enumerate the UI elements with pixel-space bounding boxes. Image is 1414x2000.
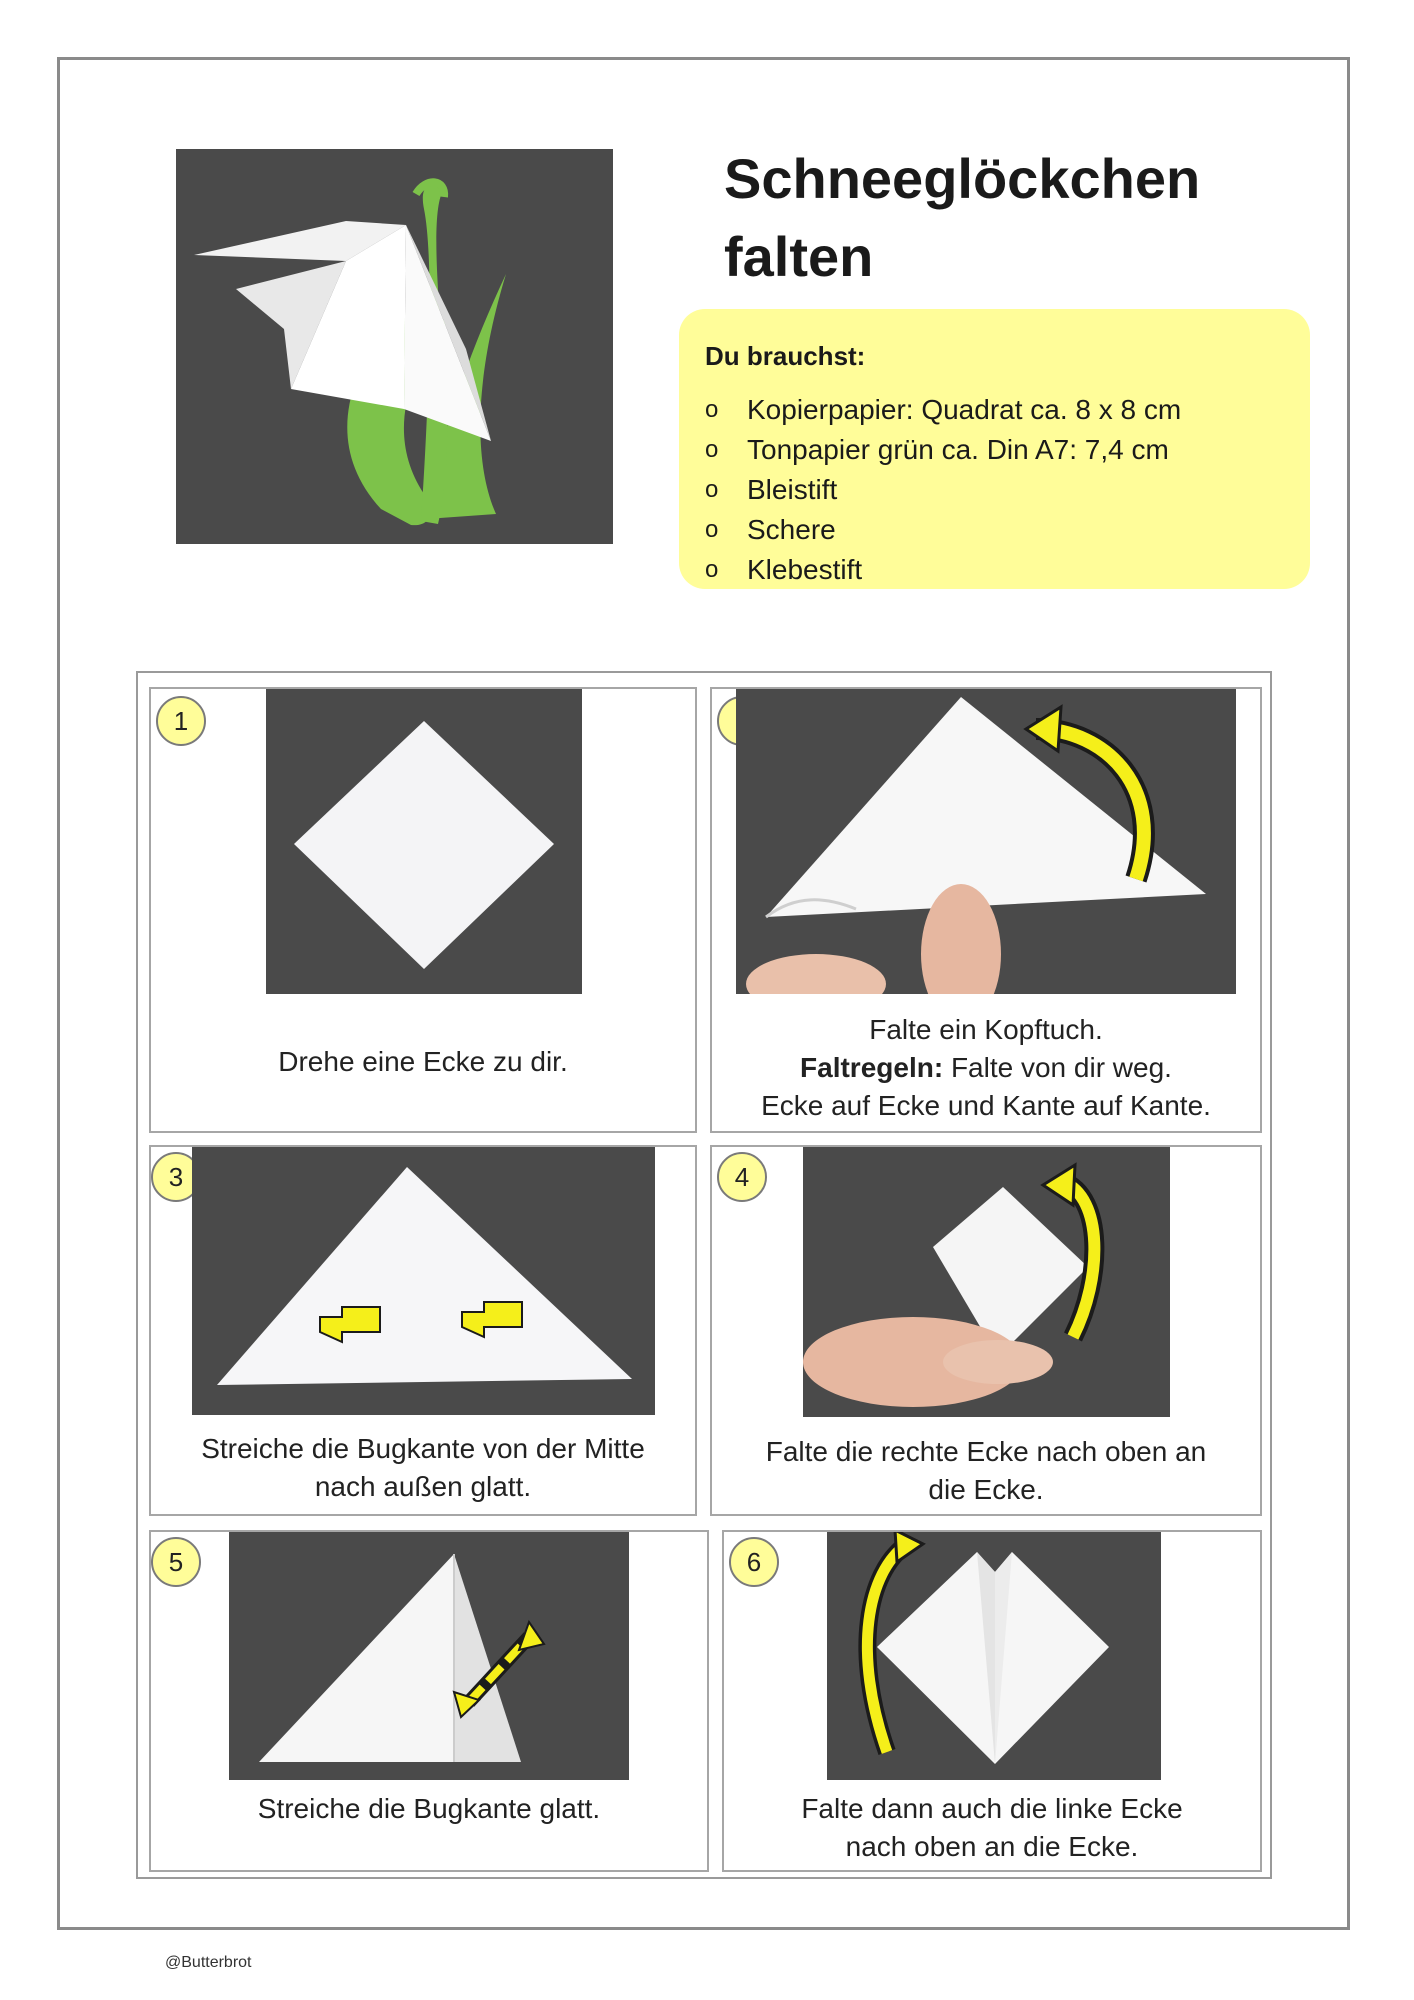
step-4-photo <box>803 1147 1170 1417</box>
materials-item-label: Schere <box>747 514 836 545</box>
step-4-caption-line-2: die Ecke. <box>928 1474 1044 1505</box>
bullet-marker: o <box>705 556 719 583</box>
materials-box <box>679 309 1310 589</box>
step-2-caption <box>712 1011 1260 1125</box>
step-card-3 <box>149 1145 697 1516</box>
materials-heading: Du brauchst: <box>705 341 866 371</box>
step-6-photo <box>827 1532 1161 1780</box>
step-1-photo <box>266 689 582 994</box>
snowdrop-illustration <box>176 149 613 544</box>
fold-rules-text: Falte von dir weg. <box>943 1052 1172 1083</box>
step-number-badge: 3 <box>151 1152 201 1202</box>
step-card-6 <box>722 1530 1262 1872</box>
step-3-caption-line-2: nach außen glatt. <box>314 1471 532 1502</box>
step-card-5 <box>149 1530 709 1872</box>
step-5-caption: Streiche die Bugkante glatt. <box>257 1793 601 1824</box>
corner-fold-illustration <box>803 1147 1170 1417</box>
step-6-caption-line-2: nach oben an die Ecke. <box>845 1831 1139 1862</box>
materials-item-label: Tonpapier grün ca. Din A7: 7,4 cm <box>747 434 1169 465</box>
step-4-caption-line-1: Falte die rechte Ecke nach oben an <box>765 1436 1207 1467</box>
step-number-badge: 1 <box>156 696 206 746</box>
footer-credit: @Butterbrot <box>165 1954 252 1971</box>
step-3-photo <box>192 1147 655 1415</box>
step-5-photo <box>229 1532 629 1780</box>
step-card-2 <box>710 687 1262 1133</box>
triangle-fold-illustration <box>192 1147 655 1415</box>
step-3-caption <box>151 1430 695 1506</box>
materials-item <box>705 430 1284 470</box>
step-3-caption-line-1: Streiche die Bugkante von der Mitte <box>201 1433 645 1464</box>
materials-item <box>705 510 1284 550</box>
bullet-marker: o <box>705 476 719 503</box>
step-number-badge: 4 <box>717 1152 767 1202</box>
step-2-caption-line-3: Ecke auf Ecke und Kante auf Kante. <box>761 1090 1211 1121</box>
half-fold-illustration <box>229 1532 629 1780</box>
fold-rules-label: Faltregeln: <box>800 1052 944 1083</box>
step-number-badge: 5 <box>151 1537 201 1587</box>
materials-list <box>705 390 1284 590</box>
step-card-4 <box>710 1145 1262 1516</box>
step-card-1 <box>149 687 697 1133</box>
materials-item <box>705 470 1284 510</box>
snowdrop-photo <box>176 149 613 544</box>
page-title <box>724 140 1200 296</box>
kerchief-fold-illustration <box>736 689 1236 994</box>
materials-item <box>705 390 1284 430</box>
bell-fold-illustration <box>827 1532 1161 1780</box>
title-line-1: Schneeglöckchen <box>724 147 1201 210</box>
step-6-caption-line-1: Falte dann auch die linke Ecke <box>801 1793 1183 1824</box>
step-2-photo <box>736 689 1236 994</box>
step-4-caption <box>712 1433 1260 1509</box>
paper-diamond-illustration <box>266 689 582 994</box>
bullet-marker: o <box>705 516 719 543</box>
materials-item <box>705 550 1284 590</box>
materials-item-label: Bleistift <box>747 474 838 505</box>
materials-item-label: Klebestift <box>747 554 863 585</box>
step-6-caption <box>724 1790 1260 1866</box>
bullet-marker: o <box>705 396 719 423</box>
step-number-badge: 6 <box>729 1537 779 1587</box>
materials-item-label: Kopierpapier: Quadrat ca. 8 x 8 cm <box>747 394 1182 425</box>
step-1-caption: Drehe eine Ecke zu dir. <box>278 1046 568 1077</box>
title-line-2: falten <box>724 225 874 288</box>
bullet-marker: o <box>705 436 719 463</box>
step-2-caption-line-1: Falte ein Kopftuch. <box>869 1014 1103 1045</box>
